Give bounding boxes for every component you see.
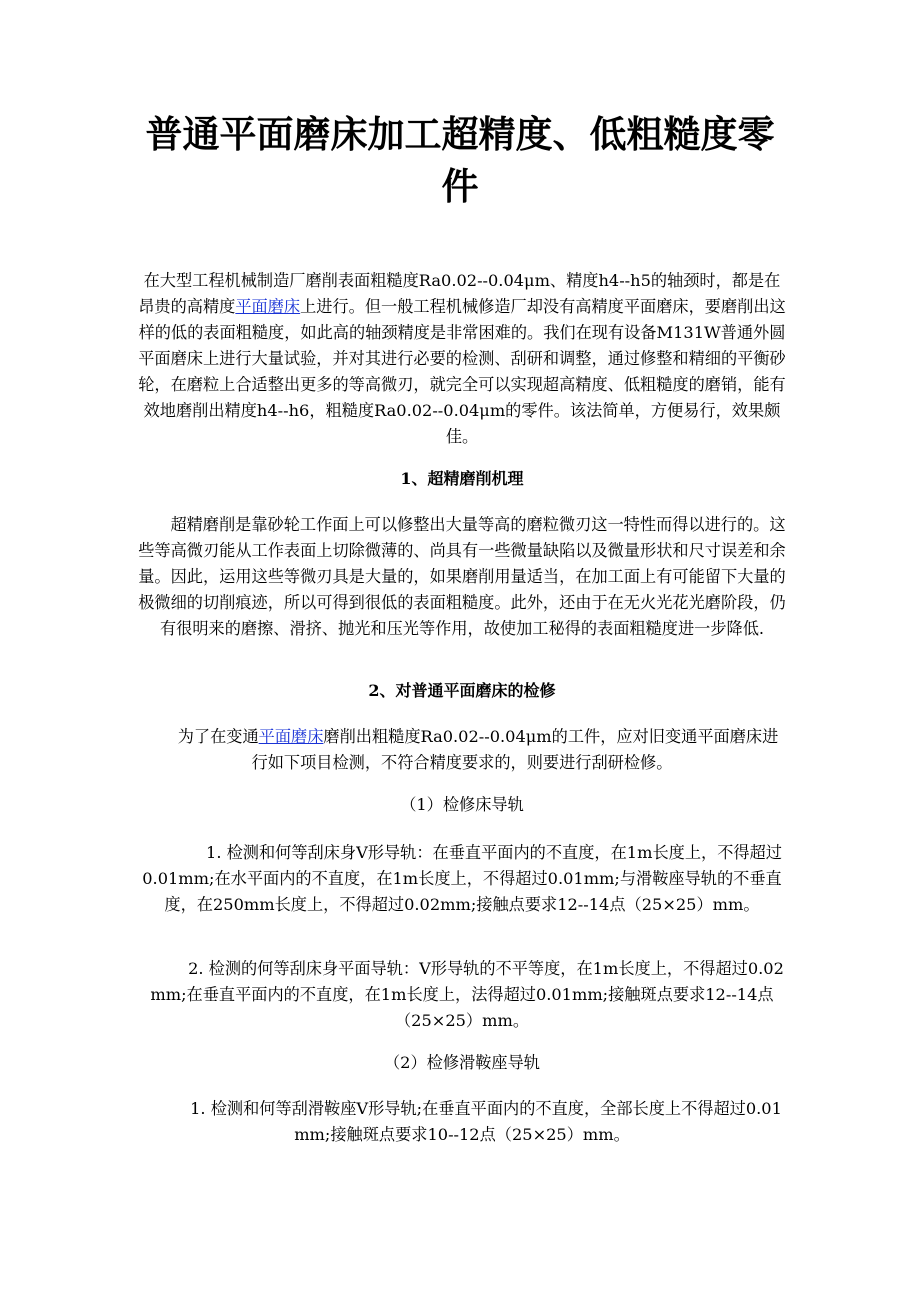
section2-text-before-link: 为了在变通 <box>177 727 259 746</box>
subsection2-item1: 1. 检测和何等刮滑鞍座V形导轨;在垂直平面内的不直度，全部长度上不得超过0.01mm;接触斑点要求10--12点（25×25）mm。 <box>190 1099 782 1144</box>
section2-heading: 2、对普通平面磨床的检修 <box>368 681 556 700</box>
intro-text-after-link: 上进行。但一般工程机械修造厂却没有高精度平面磨床，要磨削出这样的低的表面粗糙度，如此高的轴颈精度是非常困难的。我们在现有设备M131W普通外圆平面磨床上进行大量试验，并对其进行必要的检测、刮研和调整，通过修整和精细的平衡砂轮，在磨粒上合适整出更多的等高微刃，就完全可以实现超高精度、低粗糙度的磨销，能有效地磨削出精度h4--h6，粗糙度Ra0.02--0.04μm的零件。该法简单，方便易行，效果颇佳。 <box>138 297 786 446</box>
section1-paragraph: 超精磨削是靠砂轮工作面上可以修整出大量等高的磨粒微刃这一特性而得以进行的。这些等高微刃能从工作表面上切除微薄的、尚具有一些微量缺陷以及微量形状和尺寸误差和余量。因此，运用这些等微刃具是大量的，如果磨削用量适当，在加工面上有可能留下大量的极微细的切削痕迹，所以可得到很低的表面粗糙度。此外，还由于在无火光花光磨阶段，仍有很明来的磨擦、滑挤、抛光和压光等作用，故使加工秘得的表面粗糙度进一步降低. <box>138 515 786 638</box>
section1-heading: 1、超精磨削机理 <box>400 469 524 488</box>
subsection1-item1: 1. 检测和何等刮床身V形导轨：在垂直平面内的不直度，在1m长度上，不得超过0.01mm;在水平面内的不直度，在1m长度上，不得超过0.01mm;与滑鞍座导轨的不垂直度，在250mm长度上，不得超过0.02mm;接触点要求12--14点（25×25）mm。 <box>142 843 782 914</box>
surface-grinder-link[interactable]: 平面磨床 <box>235 297 301 316</box>
section2-text-after-link: 磨削出粗糙度Ra0.02--0.04μm的工件，应对旧变通平面磨床进行如下项目检测，不符合精度要求的，则要进行刮研检修。 <box>251 727 779 772</box>
surface-grinder-link-2[interactable]: 平面磨床 <box>258 727 324 746</box>
subsection1-item2: 2. 检测的何等刮床身平面导轨：V形导轨的不平等度，在1m长度上，不得超过0.02mm;在垂直平面内的不直度，在1m长度上，法得超过0.01mm;接触斑点要求12--14点（25×25）mm。 <box>150 959 784 1030</box>
intro-paragraph <box>138 268 786 450</box>
subsection1-heading: （1）检修床导轨 <box>400 795 524 814</box>
section2-paragraph <box>138 724 786 776</box>
subsection2-heading: （2）检修滑鞍座导轨 <box>384 1053 540 1072</box>
intro-text-before-link: 在大型工程机械制造厂磨削表面粗糙度Ra0.02--0.04μm、精度h4--h5的轴颈时，都是在昂贵的高精度 <box>138 271 781 316</box>
document-title: 普通平面磨床加工超精度、低粗糙度零件 <box>145 112 775 208</box>
